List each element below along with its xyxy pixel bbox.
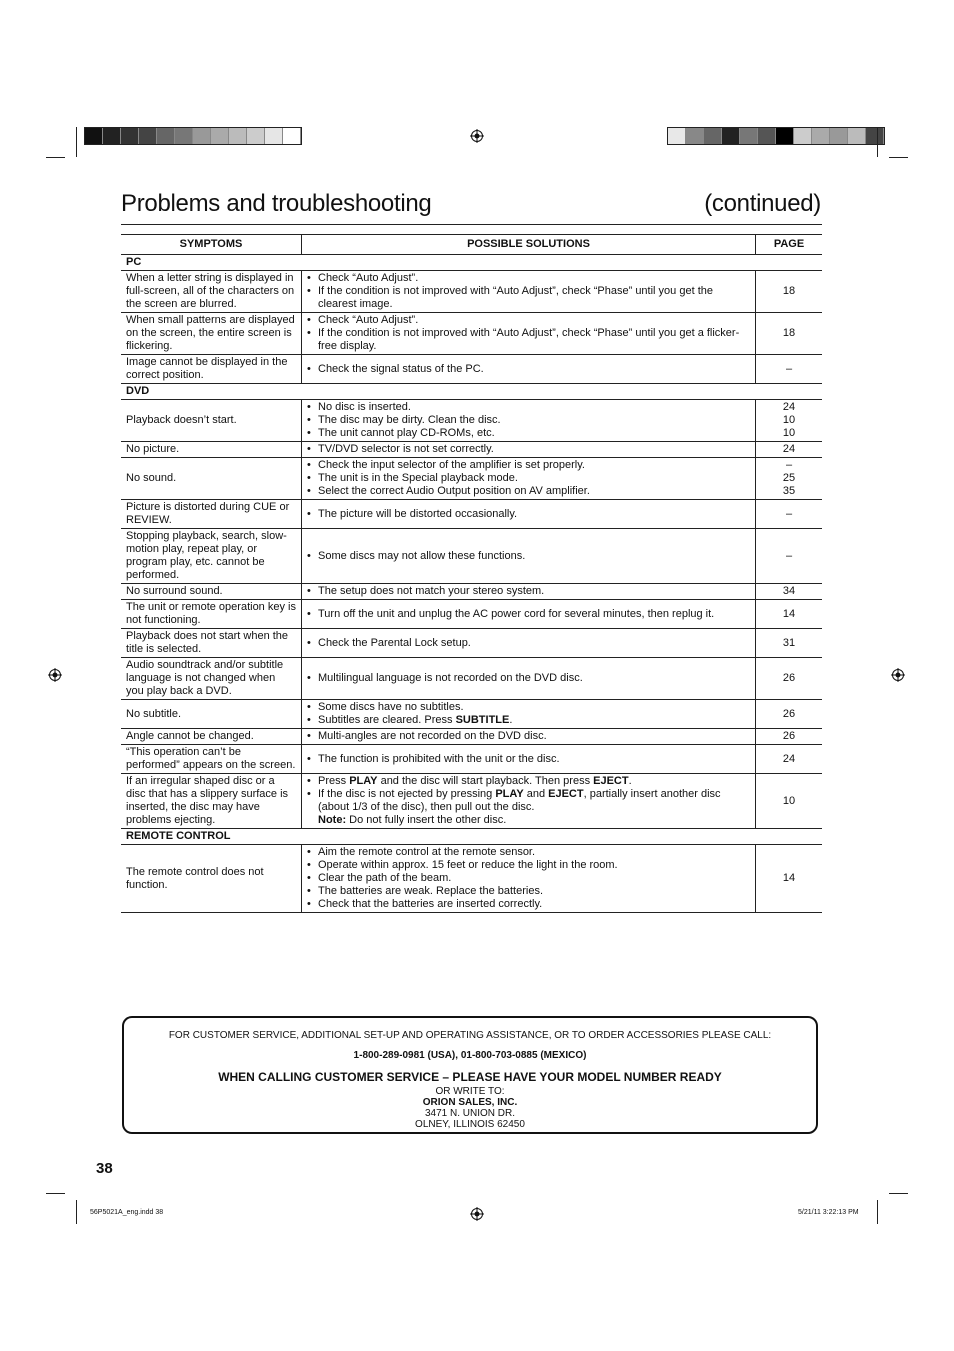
crop-mark — [877, 127, 878, 157]
solution-text: Subtitles are cleared. Press SUBTITLE. — [318, 714, 513, 726]
color-swatch — [722, 128, 740, 144]
symptoms-header: SYMPTOMS — [121, 235, 302, 255]
footer-file: 56P5021A_eng.indd 38 — [90, 1209, 164, 1216]
solutions-cell — [302, 629, 756, 658]
solutions-list — [307, 401, 750, 440]
note — [307, 814, 750, 827]
solution-text: If the condition is not improved with “Auto Adjust”, check “Phase” until you get the clearest image. — [318, 285, 713, 310]
solutions-list — [307, 550, 750, 563]
solutions-cell — [302, 442, 756, 458]
solution-item — [307, 859, 750, 872]
color-swatch — [85, 128, 103, 144]
symptom-cell: No sound. — [121, 458, 302, 500]
table-row — [121, 271, 822, 313]
symptom-cell: Picture is distorted during CUE or REVIEW. — [121, 500, 302, 529]
symptom-cell: The remote control does not function. — [121, 845, 302, 913]
table-row — [121, 700, 822, 729]
service-phones: 1-800-289-0981 (USA), 01-800-703-0885 (MEXICO) — [353, 1050, 587, 1061]
page-cell: 26 — [756, 729, 823, 745]
note-label: Note: — [318, 814, 347, 826]
page-title: Problems and troubleshooting — [121, 190, 432, 217]
solutions-list — [307, 272, 750, 311]
section-row — [121, 829, 822, 845]
solutions-cell — [302, 600, 756, 629]
solutions-list — [307, 585, 750, 598]
solution-item — [307, 414, 750, 427]
crop-mark — [46, 1193, 65, 1194]
solution-item — [307, 363, 750, 376]
crop-mark — [46, 157, 65, 158]
color-swatch — [704, 128, 722, 144]
solutions-list — [307, 314, 750, 353]
solutions-cell — [302, 845, 756, 913]
solution-text: Multilingual language is not recorded on the DVD disc. — [318, 672, 583, 684]
service-city: OLNEY, ILLINOIS 62450 — [415, 1119, 525, 1130]
solution-text: Aim the remote control at the remote sensor. — [318, 846, 536, 858]
table-row — [121, 442, 822, 458]
color-swatch — [686, 128, 704, 144]
page-cell: – 25 35 — [756, 458, 823, 500]
solution-item — [307, 637, 750, 650]
page-cell: 26 — [756, 658, 823, 700]
title-divider — [121, 224, 822, 225]
symptom-cell: Image cannot be displayed in the correct position. — [121, 355, 302, 384]
solution-text: Turn off the unit and unplug the AC power cord for several minutes, then replug it. — [318, 607, 715, 620]
page-cell: 18 — [756, 271, 823, 313]
solution-text: Check that the batteries are inserted correctly. — [318, 898, 543, 910]
solution-item — [307, 427, 750, 440]
page-title-continued: (continued) — [704, 190, 821, 217]
table-row — [121, 400, 822, 442]
crop-mark — [877, 1200, 878, 1224]
crop-mark — [76, 127, 77, 157]
color-swatch — [175, 128, 193, 144]
solution-item — [307, 443, 750, 456]
solution-item — [307, 272, 750, 285]
symptom-cell: No surround sound. — [121, 584, 302, 600]
solutions-list — [307, 363, 750, 376]
page-number: 38 — [96, 1160, 113, 1177]
table-row — [121, 845, 822, 913]
service-intro: FOR CUSTOMER SERVICE, ADDITIONAL SET-UP AND OPERATING ASSISTANCE, OR TO ORDER ACCESSORIES PLEASE CALL: — [168, 1030, 772, 1041]
registration-mark-icon — [470, 1207, 484, 1221]
table-row — [121, 584, 822, 600]
solution-text: Check “Auto Adjust”. — [318, 314, 419, 326]
solution-item — [307, 672, 750, 685]
solution-item — [307, 846, 750, 859]
troubleshooting-table — [121, 234, 822, 913]
solution-text: Select the correct Audio Output position on AV amplifier. — [318, 485, 590, 497]
solutions-list — [307, 508, 750, 521]
solutions-cell — [302, 529, 756, 584]
color-swatch — [193, 128, 211, 144]
solution-item — [307, 788, 750, 814]
color-swatch — [103, 128, 121, 144]
solutions-list — [307, 753, 750, 766]
solution-text: The unit cannot play CD-ROMs, etc. — [318, 427, 495, 439]
table-row — [121, 313, 822, 355]
solution-item — [307, 459, 750, 472]
page-cell: 10 — [756, 774, 823, 829]
page-cell: 18 — [756, 313, 823, 355]
service-notice: WHEN CALLING CUSTOMER SERVICE – PLEASE HAVE YOUR MODEL NUMBER READY — [218, 1070, 722, 1084]
service-street: 3471 N. UNION DR. — [424, 1108, 516, 1119]
solution-text: TV/DVD selector is not set correctly. — [318, 443, 494, 455]
solution-text: Check the signal status of the PC. — [318, 362, 484, 375]
solutions-cell — [302, 458, 756, 500]
solution-text: Multi-angles are not recorded on the DVD disc. — [318, 730, 547, 742]
color-swatch — [247, 128, 265, 144]
solutions-cell — [302, 271, 756, 313]
solution-item — [307, 872, 750, 885]
page-cell: – — [756, 355, 823, 384]
bold-keyword: SUBTITLE — [455, 714, 510, 726]
symptom-cell: If an irregular shaped disc or a disc that has a slippery surface is inserted, the disc may have problems ejecting. — [121, 774, 302, 829]
bold-keyword: EJECT — [548, 788, 584, 800]
solutions-cell — [302, 313, 756, 355]
solutions-list — [307, 459, 750, 498]
color-swatch — [229, 128, 247, 144]
solution-item — [307, 314, 750, 327]
page-header: PAGE — [756, 235, 823, 255]
table-header-row — [121, 235, 822, 255]
solutions-cell — [302, 745, 756, 774]
table-row — [121, 458, 822, 500]
solution-text: Clear the path of the beam. — [318, 872, 452, 884]
customer-service-box — [122, 1016, 818, 1134]
symptom-cell: Audio soundtrack and/or subtitle language is not changed when you play back a DVD. — [121, 658, 302, 700]
color-swatch — [776, 128, 794, 144]
page-cell: 24 10 10 — [756, 400, 823, 442]
solutions-list — [307, 637, 750, 650]
solutions-cell — [302, 400, 756, 442]
crop-mark — [889, 1193, 908, 1194]
solution-text: If the disc is not ejected by pressing PLAY and EJECT, partially insert another disc (about 1/3 of the disc), then pull out the disc. — [318, 788, 721, 813]
solution-text: Some discs have no subtitles. — [318, 701, 464, 713]
solutions-cell — [302, 500, 756, 529]
registration-mark-icon — [891, 668, 905, 682]
bold-keyword: PLAY — [349, 775, 378, 787]
color-swatch — [866, 128, 884, 144]
solutions-cell — [302, 774, 756, 829]
solution-item — [307, 485, 750, 498]
color-swatch — [211, 128, 229, 144]
service-or-write: OR WRITE TO: — [435, 1086, 505, 1097]
page-cell: 34 — [756, 584, 823, 600]
table-row — [121, 500, 822, 529]
symptom-cell: When a letter string is displayed in full-screen, all of the characters on the screen are blurred. — [121, 271, 302, 313]
solution-text: If the condition is not improved with “Auto Adjust”, check “Phase” until you get a flicker-free display. — [318, 327, 740, 352]
page-cell: 24 — [756, 442, 823, 458]
color-swatch — [139, 128, 157, 144]
solutions-cell — [302, 584, 756, 600]
section-title: REMOTE CONTROL — [121, 829, 822, 845]
color-swatch — [794, 128, 812, 144]
solution-item — [307, 285, 750, 311]
solution-text: The picture will be distorted occasionally. — [318, 507, 518, 520]
color-swatch — [121, 128, 139, 144]
solutions-list — [307, 608, 750, 621]
table-row — [121, 629, 822, 658]
solutions-list — [307, 701, 750, 727]
solution-item — [307, 730, 750, 743]
solution-text: The setup does not match your stereo system. — [318, 585, 545, 597]
crop-mark — [76, 1200, 77, 1224]
solutions-header: POSSIBLE SOLUTIONS — [302, 235, 756, 255]
solution-item — [307, 898, 750, 911]
solution-item — [307, 608, 750, 621]
registration-mark-icon — [470, 129, 484, 143]
symptom-cell: No subtitle. — [121, 700, 302, 729]
page-cell: 14 — [756, 600, 823, 629]
bold-keyword: EJECT — [593, 775, 629, 787]
page-cell: – — [756, 500, 823, 529]
solution-item — [307, 775, 750, 788]
table-row — [121, 745, 822, 774]
symptom-cell: Playback does not start when the title is selected. — [121, 629, 302, 658]
solutions-list — [307, 443, 750, 456]
color-swatch — [740, 128, 758, 144]
color-bar-right — [667, 127, 885, 145]
solution-item — [307, 885, 750, 898]
color-swatch — [812, 128, 830, 144]
symptom-cell: Stopping playback, search, slow-motion play, repeat play, or program play, etc. cannot be performed. — [121, 529, 302, 584]
symptom-cell: No picture. — [121, 442, 302, 458]
color-swatch — [668, 128, 686, 144]
solution-text: The batteries are weak. Replace the batteries. — [318, 885, 544, 897]
table-row — [121, 355, 822, 384]
table-row — [121, 529, 822, 584]
page-cell: 31 — [756, 629, 823, 658]
color-swatch — [283, 128, 301, 144]
solution-text: Some discs may not allow these functions. — [318, 549, 526, 562]
table-row — [121, 600, 822, 629]
note-text: Do not fully insert the other disc. — [346, 814, 507, 826]
solutions-list — [307, 672, 750, 685]
solution-text: The function is prohibited with the unit or the disc. — [318, 752, 560, 765]
solution-text: Press PLAY and the disc will start playback. Then press EJECT. — [318, 775, 632, 787]
solution-text: No disc is inserted. — [318, 401, 411, 413]
color-swatch — [758, 128, 776, 144]
color-swatch — [830, 128, 848, 144]
section-row — [121, 384, 822, 400]
symptom-cell: Playback doesn’t start. — [121, 400, 302, 442]
color-swatch — [265, 128, 283, 144]
solutions-cell — [302, 700, 756, 729]
page-cell: – — [756, 529, 823, 584]
solutions-list — [307, 775, 750, 814]
solution-text: The disc may be dirty. Clean the disc. — [318, 414, 501, 426]
solution-item — [307, 472, 750, 485]
solution-text: Check the Parental Lock setup. — [318, 636, 471, 649]
solution-text: Check “Auto Adjust”. — [318, 272, 419, 284]
solution-item — [307, 550, 750, 563]
solution-item — [307, 753, 750, 766]
color-bar-left — [84, 127, 302, 145]
solutions-list — [307, 846, 750, 911]
crop-mark — [889, 157, 908, 158]
solution-item — [307, 401, 750, 414]
solution-item — [307, 701, 750, 714]
footer-timestamp: 5/21/11 3:22:13 PM — [798, 1209, 859, 1216]
symptom-cell: “This operation can’t be performed” appears on the screen. — [121, 745, 302, 774]
solution-item — [307, 585, 750, 598]
bold-keyword: PLAY — [495, 788, 524, 800]
page-cell: 14 — [756, 845, 823, 913]
table-row — [121, 729, 822, 745]
table-row — [121, 774, 822, 829]
symptom-cell: When small patterns are displayed on the screen, the entire screen is flickering. — [121, 313, 302, 355]
registration-mark-icon — [48, 668, 62, 682]
section-row — [121, 255, 822, 271]
solution-item — [307, 508, 750, 521]
color-swatch — [848, 128, 866, 144]
page-cell: 26 — [756, 700, 823, 729]
solution-item — [307, 327, 750, 353]
solutions-list — [307, 730, 750, 743]
table-row — [121, 658, 822, 700]
solutions-cell — [302, 355, 756, 384]
section-title: DVD — [121, 384, 822, 400]
solutions-cell — [302, 729, 756, 745]
solution-text: The unit is in the Special playback mode. — [318, 472, 518, 484]
service-company: ORION SALES, INC. — [422, 1097, 518, 1108]
symptom-cell: Angle cannot be changed. — [121, 729, 302, 745]
solutions-cell — [302, 658, 756, 700]
solution-text: Check the input selector of the amplifier is set properly. — [318, 459, 585, 471]
solution-text: Operate within approx. 15 feet or reduce the light in the room. — [318, 859, 618, 871]
color-swatch — [157, 128, 175, 144]
page-cell: 24 — [756, 745, 823, 774]
section-title: PC — [121, 255, 822, 271]
symptom-cell: The unit or remote operation key is not functioning. — [121, 600, 302, 629]
solution-item — [307, 714, 750, 727]
